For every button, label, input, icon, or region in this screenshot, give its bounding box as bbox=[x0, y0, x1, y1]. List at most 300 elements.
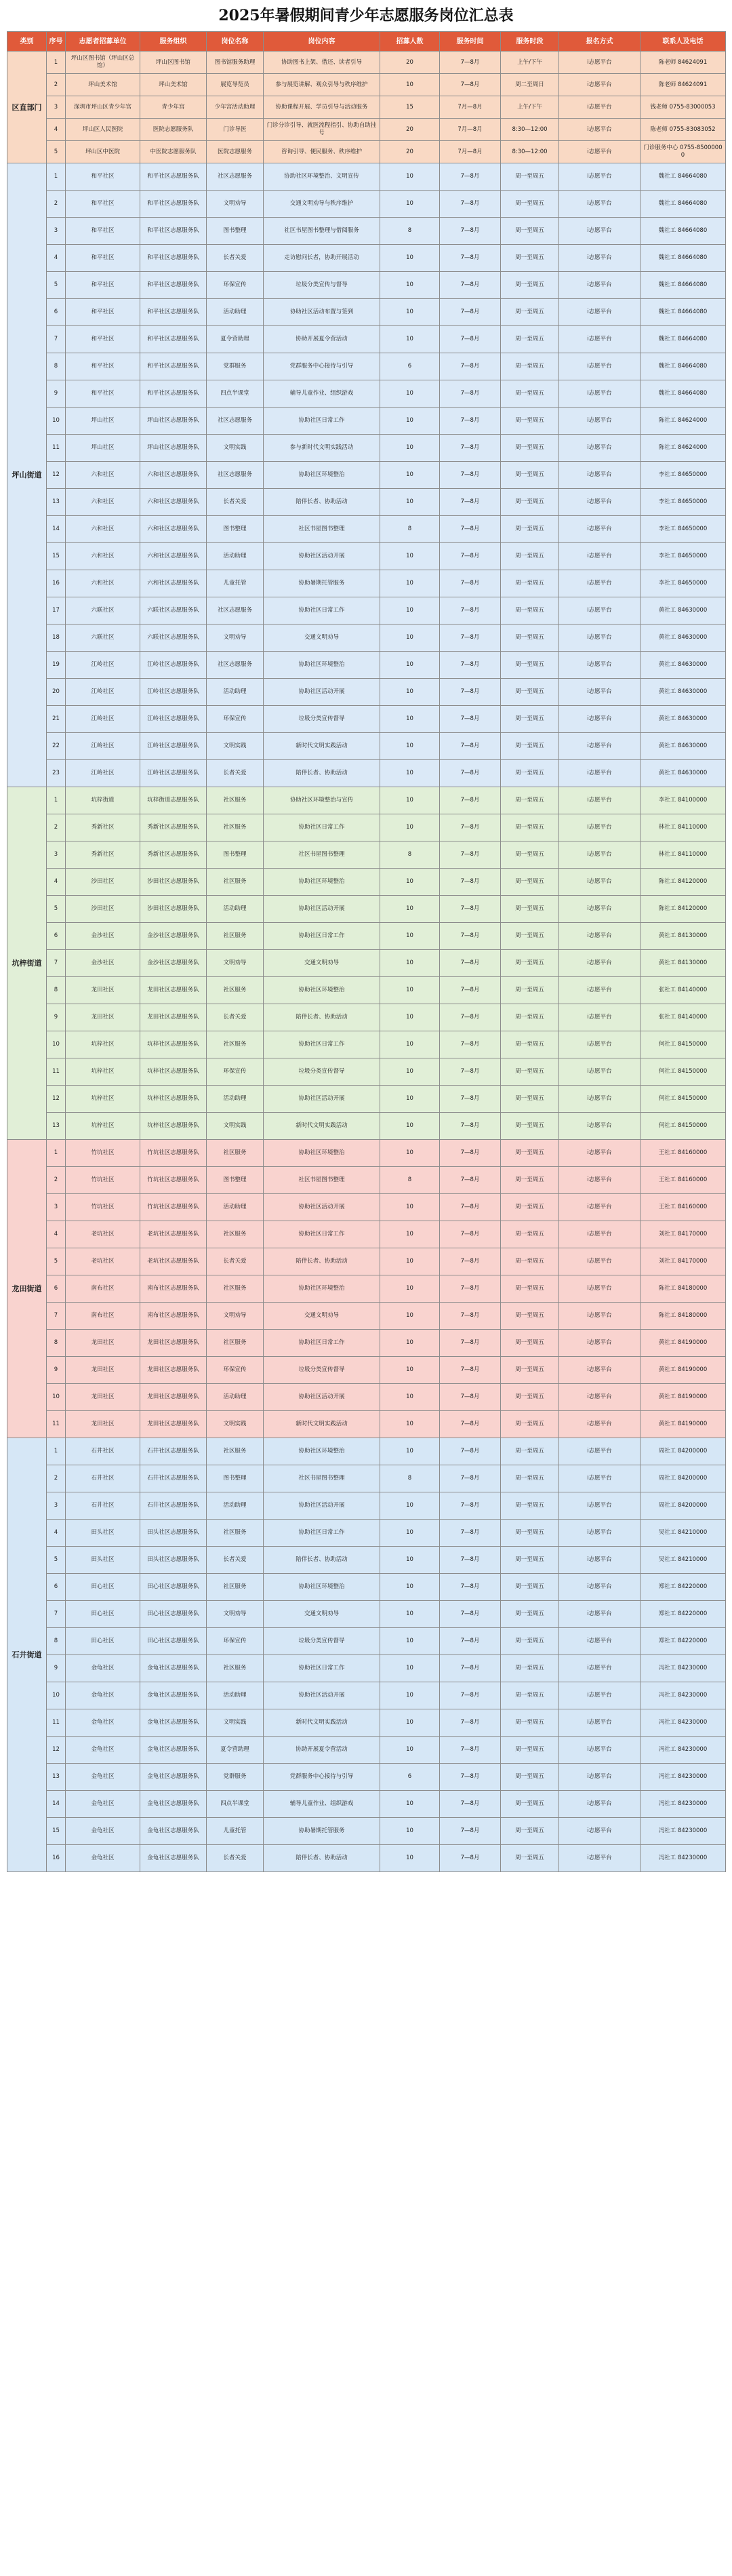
table-cell: 老坑社区志愿服务队 bbox=[140, 1248, 207, 1275]
table-cell: 协助社区环境整治 bbox=[264, 1574, 380, 1601]
table-cell: 周一至周五 bbox=[501, 625, 559, 652]
table-cell: 李社工 84650000 bbox=[640, 489, 726, 516]
table-row bbox=[7, 787, 726, 814]
table-cell: 10 bbox=[380, 1357, 440, 1384]
table-cell: 10 bbox=[380, 326, 440, 353]
table-cell: 周一至周五 bbox=[501, 408, 559, 435]
table-cell: 10 bbox=[47, 1682, 66, 1709]
table-cell: 社区服务 bbox=[207, 787, 264, 814]
table-cell: i志愿平台 bbox=[559, 896, 640, 923]
table-cell: i志愿平台 bbox=[559, 1086, 640, 1113]
table-body bbox=[7, 52, 726, 1872]
header-cell: 岗位名称 bbox=[207, 32, 264, 52]
table-row bbox=[7, 245, 726, 272]
table-row bbox=[7, 706, 726, 733]
table-cell: 10 bbox=[380, 462, 440, 489]
table-cell: 7—8月 bbox=[440, 977, 501, 1004]
table-cell: 协助社区环境整治与宣传 bbox=[264, 787, 380, 814]
table-row bbox=[7, 570, 726, 597]
table-cell: 四点半课堂 bbox=[207, 1791, 264, 1818]
table-cell: 金龟社区 bbox=[66, 1818, 140, 1845]
table-cell: i志愿平台 bbox=[559, 1330, 640, 1357]
table-cell: 黄社工 84630000 bbox=[640, 733, 726, 760]
table-cell: 六和社区志愿服务队 bbox=[140, 543, 207, 570]
table-cell: 22 bbox=[47, 733, 66, 760]
table-cell: 社区服务 bbox=[207, 1221, 264, 1248]
table-cell: 门诊服务中心 0755-85000000 bbox=[640, 141, 726, 163]
table-cell: 12 bbox=[47, 462, 66, 489]
table-row bbox=[7, 435, 726, 462]
table-cell: 陈社工 84624000 bbox=[640, 435, 726, 462]
table-cell: i志愿平台 bbox=[559, 1140, 640, 1167]
table-cell: 10 bbox=[380, 1520, 440, 1547]
table-cell: 何社工 84150000 bbox=[640, 1113, 726, 1140]
table-cell: 20 bbox=[380, 52, 440, 74]
table-cell: 党群服务 bbox=[207, 1764, 264, 1791]
table-cell: 和平社区 bbox=[66, 326, 140, 353]
table-cell: 协助社区环境整治 bbox=[264, 462, 380, 489]
table-cell: 文明劝导 bbox=[207, 191, 264, 218]
table-cell: 周一至周五 bbox=[501, 1004, 559, 1031]
table-cell: 11 bbox=[47, 1058, 66, 1086]
table-cell: 6 bbox=[47, 299, 66, 326]
table-cell: 金龟社区 bbox=[66, 1709, 140, 1737]
table-cell: 周一至周五 bbox=[501, 1411, 559, 1438]
header-row bbox=[7, 32, 726, 52]
table-cell: 金龟社区志愿服务队 bbox=[140, 1655, 207, 1682]
table-cell: 周一至周五 bbox=[501, 760, 559, 787]
table-cell: 7—8月 bbox=[440, 841, 501, 869]
table-cell: 7—8月 bbox=[440, 1303, 501, 1330]
table-cell: 活动助理 bbox=[207, 299, 264, 326]
table-cell: 20 bbox=[380, 119, 440, 141]
table-cell: i志愿平台 bbox=[559, 1520, 640, 1547]
table-cell: 夏令营助理 bbox=[207, 326, 264, 353]
table-cell: i志愿平台 bbox=[559, 1737, 640, 1764]
table-cell: 魏社工 84664080 bbox=[640, 245, 726, 272]
table-cell: 金龟社区 bbox=[66, 1655, 140, 1682]
table-cell: 中医院志愿服务队 bbox=[140, 141, 207, 163]
table-cell: 4 bbox=[47, 869, 66, 896]
table-cell: 2 bbox=[47, 74, 66, 96]
table-cell: 10 bbox=[380, 1113, 440, 1140]
table-cell: 江岭社区志愿服务队 bbox=[140, 652, 207, 679]
table-cell: 江岭社区志愿服务队 bbox=[140, 733, 207, 760]
table-cell: 参与展览讲解、观众引导与秩序维护 bbox=[264, 74, 380, 96]
table-cell: i志愿平台 bbox=[559, 191, 640, 218]
table-cell: 7—8月 bbox=[440, 1411, 501, 1438]
table-cell: 周一至周五 bbox=[501, 1737, 559, 1764]
table-cell: 周一至周五 bbox=[501, 923, 559, 950]
table-cell: 陪伴长者、协助活动 bbox=[264, 489, 380, 516]
table-cell: 江岭社区 bbox=[66, 706, 140, 733]
table-cell: 魏社工 84664080 bbox=[640, 299, 726, 326]
table-cell: 门诊分诊引导、就医流程指引、协助自助挂号 bbox=[264, 119, 380, 141]
table-cell: 7—8月 bbox=[440, 1275, 501, 1303]
table-cell: 周一至周五 bbox=[501, 1465, 559, 1492]
table-cell: 周一至周五 bbox=[501, 1275, 559, 1303]
table-cell: 20 bbox=[47, 679, 66, 706]
table-cell: 7—8月 bbox=[440, 1357, 501, 1384]
table-cell: 10 bbox=[380, 435, 440, 462]
table-cell: 陈社工 84180000 bbox=[640, 1275, 726, 1303]
table-cell: 7—8月 bbox=[440, 1682, 501, 1709]
table-cell: 1 bbox=[47, 787, 66, 814]
table-cell: i志愿平台 bbox=[559, 1411, 640, 1438]
table-cell: 金龟社区志愿服务队 bbox=[140, 1845, 207, 1872]
table-cell: 2 bbox=[47, 814, 66, 841]
table-cell: i志愿平台 bbox=[559, 1167, 640, 1194]
table-cell: 黄社工 84630000 bbox=[640, 679, 726, 706]
table-row bbox=[7, 1547, 726, 1574]
table-cell: 黄社工 84630000 bbox=[640, 706, 726, 733]
table-cell: 协助开展夏令营活动 bbox=[264, 1737, 380, 1764]
table-cell: 10 bbox=[380, 191, 440, 218]
table-cell: 龙田社区 bbox=[66, 1357, 140, 1384]
table-row bbox=[7, 353, 726, 380]
table-cell: 黄社工 84190000 bbox=[640, 1330, 726, 1357]
table-row bbox=[7, 950, 726, 977]
table-cell: 社区志愿服务 bbox=[207, 597, 264, 625]
table-cell: i志愿平台 bbox=[559, 1845, 640, 1872]
table-cell: 冯社工 84230000 bbox=[640, 1764, 726, 1791]
table-cell: i志愿平台 bbox=[559, 841, 640, 869]
table-cell: 门诊导医 bbox=[207, 119, 264, 141]
table-cell: 周一至周五 bbox=[501, 516, 559, 543]
table-cell: 江岭社区 bbox=[66, 733, 140, 760]
table-cell: 10 bbox=[380, 408, 440, 435]
table-row bbox=[7, 1682, 726, 1709]
table-cell: 陈社工 84180000 bbox=[640, 1303, 726, 1330]
table-cell: 周一至周五 bbox=[501, 543, 559, 570]
table-row bbox=[7, 543, 726, 570]
table-cell: 7—8月 bbox=[440, 625, 501, 652]
table-cell: 金龟社区 bbox=[66, 1845, 140, 1872]
table-cell: 南布社区 bbox=[66, 1303, 140, 1330]
table-cell: 竹坑社区 bbox=[66, 1167, 140, 1194]
table-cell: 周一至周五 bbox=[501, 272, 559, 299]
table-cell: 7—8月 bbox=[440, 814, 501, 841]
table-cell: 7—8月 bbox=[440, 1737, 501, 1764]
table-cell: 11 bbox=[47, 1709, 66, 1737]
table-cell: 辅导儿童作业、组织游戏 bbox=[264, 380, 380, 408]
table-cell: 10 bbox=[380, 597, 440, 625]
table-cell: 坪山美术馆 bbox=[66, 74, 140, 96]
table-cell: 周一至周五 bbox=[501, 706, 559, 733]
table-cell: 文明实践 bbox=[207, 1411, 264, 1438]
table-cell: 10 bbox=[380, 814, 440, 841]
table-cell: 江岭社区志愿服务队 bbox=[140, 706, 207, 733]
table-cell: 7—8月 bbox=[440, 191, 501, 218]
table-cell: 四点半课堂 bbox=[207, 380, 264, 408]
table-cell: 上午/下午 bbox=[501, 96, 559, 119]
table-cell: 李社工 84650000 bbox=[640, 543, 726, 570]
table-cell: i志愿平台 bbox=[559, 1818, 640, 1845]
table-cell: 金龟社区志愿服务队 bbox=[140, 1709, 207, 1737]
table-cell: 周一至周五 bbox=[501, 1791, 559, 1818]
table-cell: i志愿平台 bbox=[559, 787, 640, 814]
table-cell: 7—8月 bbox=[440, 1709, 501, 1737]
table-cell: 黄社工 84630000 bbox=[640, 597, 726, 625]
table-cell: i志愿平台 bbox=[559, 218, 640, 245]
table-cell: 8 bbox=[47, 1628, 66, 1655]
table-cell: i志愿平台 bbox=[559, 1764, 640, 1791]
table-cell: 15 bbox=[47, 1818, 66, 1845]
table-cell: 坑梓街道志愿服务队 bbox=[140, 787, 207, 814]
table-cell: 和平社区志愿服务队 bbox=[140, 299, 207, 326]
table-cell: 8 bbox=[380, 218, 440, 245]
table-cell: 吴社工 84210000 bbox=[640, 1520, 726, 1547]
table-cell: 8 bbox=[380, 841, 440, 869]
table-cell: 周一至周五 bbox=[501, 1330, 559, 1357]
table-cell: 金沙社区志愿服务队 bbox=[140, 950, 207, 977]
table-cell: 黄社工 84130000 bbox=[640, 923, 726, 950]
table-cell: 周一至周五 bbox=[501, 1818, 559, 1845]
table-cell: 周一至周五 bbox=[501, 489, 559, 516]
table-cell: i志愿平台 bbox=[559, 1438, 640, 1465]
table-cell: 7—8月 bbox=[440, 1248, 501, 1275]
table-cell: 周一至周五 bbox=[501, 1221, 559, 1248]
table-cell: 10 bbox=[380, 1031, 440, 1058]
table-cell: 郑社工 84220000 bbox=[640, 1601, 726, 1628]
table-cell: 周一至周五 bbox=[501, 1058, 559, 1086]
table-cell: 9 bbox=[47, 380, 66, 408]
table-cell: 4 bbox=[47, 245, 66, 272]
table-cell: 10 bbox=[380, 1411, 440, 1438]
table-cell: 坪山美术馆 bbox=[140, 74, 207, 96]
table-row bbox=[7, 814, 726, 841]
header-cell: 序号 bbox=[47, 32, 66, 52]
table-cell: 7—8月 bbox=[440, 1113, 501, 1140]
table-cell: 龙田社区 bbox=[66, 977, 140, 1004]
table-cell: 10 bbox=[380, 299, 440, 326]
table-cell: 金龟社区 bbox=[66, 1764, 140, 1791]
table-cell: 文明劝导 bbox=[207, 625, 264, 652]
table-cell: 活动助理 bbox=[207, 1086, 264, 1113]
table-cell: 六和社区 bbox=[66, 516, 140, 543]
table-cell: 江岭社区 bbox=[66, 652, 140, 679]
table-cell: 周一至周五 bbox=[501, 1709, 559, 1737]
table-cell: 协助社区环境整治 bbox=[264, 1140, 380, 1167]
table-cell: i志愿平台 bbox=[559, 1574, 640, 1601]
table-cell: 10 bbox=[380, 272, 440, 299]
table-cell: 文明实践 bbox=[207, 733, 264, 760]
table-cell: 5 bbox=[47, 896, 66, 923]
table-cell: 魏社工 84664080 bbox=[640, 353, 726, 380]
table-cell: i志愿平台 bbox=[559, 597, 640, 625]
table-cell: 沙田社区志愿服务队 bbox=[140, 869, 207, 896]
table-cell: 协助社区活动开展 bbox=[264, 1384, 380, 1411]
table-cell: 10 bbox=[380, 1601, 440, 1628]
table-cell: 李社工 84650000 bbox=[640, 462, 726, 489]
table-cell: 10 bbox=[47, 408, 66, 435]
table-cell: 图书整理 bbox=[207, 1465, 264, 1492]
table-cell: 医院志愿服务 bbox=[207, 141, 264, 163]
table-cell: i志愿平台 bbox=[559, 119, 640, 141]
table-cell: i志愿平台 bbox=[559, 814, 640, 841]
table-cell: i志愿平台 bbox=[559, 1628, 640, 1655]
table-row bbox=[7, 1086, 726, 1113]
table-cell: 田心社区志愿服务队 bbox=[140, 1601, 207, 1628]
table-cell: 协助社区日常工作 bbox=[264, 1655, 380, 1682]
table-cell: 金龟社区志愿服务队 bbox=[140, 1682, 207, 1709]
table-cell: 11 bbox=[47, 435, 66, 462]
table-cell: 17 bbox=[47, 597, 66, 625]
table-cell: 陈社工 84120000 bbox=[640, 869, 726, 896]
table-cell: 7—8月 bbox=[440, 1031, 501, 1058]
table-cell: 周一至周五 bbox=[501, 1167, 559, 1194]
table-cell: 7—8月 bbox=[440, 52, 501, 74]
table-cell: 文明实践 bbox=[207, 435, 264, 462]
table-cell: 龙田社区 bbox=[66, 1384, 140, 1411]
table-cell: 8:30—12:00 bbox=[501, 119, 559, 141]
table-cell: 周一至周五 bbox=[501, 1655, 559, 1682]
table-cell: 10 bbox=[380, 1818, 440, 1845]
table-cell: 新时代文明实践活动 bbox=[264, 1411, 380, 1438]
table-cell: 周一至周五 bbox=[501, 380, 559, 408]
table-cell: 龙田社区志愿服务队 bbox=[140, 1330, 207, 1357]
table-cell: 10 bbox=[380, 1791, 440, 1818]
table-cell: 坑梓社区志愿服务队 bbox=[140, 1113, 207, 1140]
table-cell: 10 bbox=[380, 570, 440, 597]
table-cell: 15 bbox=[380, 96, 440, 119]
table-cell: 8 bbox=[380, 516, 440, 543]
table-cell: 7—8月 bbox=[440, 1628, 501, 1655]
table-cell: 坑梓社区志愿服务队 bbox=[140, 1031, 207, 1058]
table-cell: 石井社区志愿服务队 bbox=[140, 1492, 207, 1520]
table-cell: 党群服务中心接待与引导 bbox=[264, 1764, 380, 1791]
volunteer-positions-table bbox=[7, 31, 726, 1872]
table-cell: i志愿平台 bbox=[559, 1194, 640, 1221]
table-cell: 10 bbox=[380, 896, 440, 923]
table-cell: i志愿平台 bbox=[559, 1275, 640, 1303]
table-cell: 7—8月 bbox=[440, 326, 501, 353]
table-cell: 走访慰问长者，协助开展活动 bbox=[264, 245, 380, 272]
table-cell: 7月—8月 bbox=[440, 96, 501, 119]
table-cell: 和平社区志愿服务队 bbox=[140, 272, 207, 299]
table-row bbox=[7, 299, 726, 326]
table-cell: 12 bbox=[47, 1737, 66, 1764]
table-cell: 10 bbox=[380, 1737, 440, 1764]
table-cell: 10 bbox=[380, 1384, 440, 1411]
table-cell: 钱老师 0755-83000053 bbox=[640, 96, 726, 119]
table-row bbox=[7, 1574, 726, 1601]
table-cell: 竹坑社区志愿服务队 bbox=[140, 1140, 207, 1167]
table-cell: 黄社工 84130000 bbox=[640, 950, 726, 977]
header-cell: 招募人数 bbox=[380, 32, 440, 52]
table-cell: i志愿平台 bbox=[559, 1601, 640, 1628]
table-cell: i志愿平台 bbox=[559, 462, 640, 489]
table-cell: i志愿平台 bbox=[559, 977, 640, 1004]
table-cell: 7—8月 bbox=[440, 1167, 501, 1194]
table-cell: 魏社工 84664080 bbox=[640, 218, 726, 245]
table-cell: 交通文明劝导 bbox=[264, 950, 380, 977]
table-cell: 10 bbox=[47, 1384, 66, 1411]
table-cell: 10 bbox=[380, 1140, 440, 1167]
table-cell: 少年宫活动助理 bbox=[207, 96, 264, 119]
table-cell: 冯社工 84230000 bbox=[640, 1791, 726, 1818]
table-cell: 7—8月 bbox=[440, 380, 501, 408]
table-cell: 13 bbox=[47, 1764, 66, 1791]
table-cell: 陈社工 84120000 bbox=[640, 896, 726, 923]
table-cell: 老坑社区 bbox=[66, 1248, 140, 1275]
table-cell: 六和社区 bbox=[66, 489, 140, 516]
table-cell: 和平社区 bbox=[66, 299, 140, 326]
table-cell: 陪伴长者、协助活动 bbox=[264, 1547, 380, 1574]
table-row bbox=[7, 1248, 726, 1275]
table-cell: 周一至周五 bbox=[501, 1357, 559, 1384]
table-cell: 周一至周五 bbox=[501, 814, 559, 841]
table-cell: 周一至周五 bbox=[501, 462, 559, 489]
table-cell: 12 bbox=[47, 1086, 66, 1113]
table-cell: 11 bbox=[47, 1411, 66, 1438]
table-cell: 20 bbox=[380, 141, 440, 163]
table-row bbox=[7, 1221, 726, 1248]
table-cell: 沙田社区 bbox=[66, 896, 140, 923]
table-cell: 周一至周五 bbox=[501, 977, 559, 1004]
table-cell: 青少年宫 bbox=[140, 96, 207, 119]
table-cell: 竹坑社区 bbox=[66, 1194, 140, 1221]
table-cell: 7—8月 bbox=[440, 1818, 501, 1845]
table-cell: 7 bbox=[47, 326, 66, 353]
table-cell: 和平社区志愿服务队 bbox=[140, 245, 207, 272]
table-cell: i志愿平台 bbox=[559, 625, 640, 652]
table-cell: 周一至周五 bbox=[501, 1031, 559, 1058]
table-cell: 和平社区志愿服务队 bbox=[140, 191, 207, 218]
table-cell: 和平社区 bbox=[66, 191, 140, 218]
table-cell: i志愿平台 bbox=[559, 299, 640, 326]
table-cell: 交通文明劝导 bbox=[264, 1601, 380, 1628]
table-cell: 5 bbox=[47, 1248, 66, 1275]
table-cell: 协助社区活动开展 bbox=[264, 1194, 380, 1221]
table-cell: 坪山区人民医院 bbox=[66, 119, 140, 141]
table-cell: 周一至周五 bbox=[501, 679, 559, 706]
table-cell: 协助社区环境整治 bbox=[264, 1438, 380, 1465]
table-cell: 社区服务 bbox=[207, 923, 264, 950]
table-cell: 金沙社区 bbox=[66, 950, 140, 977]
table-cell: 7—8月 bbox=[440, 1791, 501, 1818]
table-cell: i志愿平台 bbox=[559, 1221, 640, 1248]
table-cell: 周社工 84200000 bbox=[640, 1465, 726, 1492]
table-cell: 六和社区志愿服务队 bbox=[140, 462, 207, 489]
table-cell: 7—8月 bbox=[440, 869, 501, 896]
table-cell: 协助社区环境整治 bbox=[264, 977, 380, 1004]
table-cell: i志愿平台 bbox=[559, 1058, 640, 1086]
table-cell: 坪山区中医院 bbox=[66, 141, 140, 163]
table-cell: 5 bbox=[47, 141, 66, 163]
table-cell: 7—8月 bbox=[440, 218, 501, 245]
table-cell: 周一至周五 bbox=[501, 1574, 559, 1601]
table-row bbox=[7, 489, 726, 516]
table-row bbox=[7, 96, 726, 119]
table-cell: 7—8月 bbox=[440, 489, 501, 516]
table-cell: 江岭社区 bbox=[66, 760, 140, 787]
table-cell: 周一至周五 bbox=[501, 1384, 559, 1411]
table-cell: 魏社工 84664080 bbox=[640, 191, 726, 218]
table-cell: 协助社区活动开展 bbox=[264, 1086, 380, 1113]
table-cell: 龙田社区志愿服务队 bbox=[140, 1411, 207, 1438]
header-cell: 服务时间 bbox=[440, 32, 501, 52]
table-cell: 7—8月 bbox=[440, 353, 501, 380]
table-cell: 金龟社区 bbox=[66, 1682, 140, 1709]
table-cell: 南布社区 bbox=[66, 1275, 140, 1303]
table-cell: 周一至周五 bbox=[501, 1438, 559, 1465]
table-cell: 党群服务中心接待与引导 bbox=[264, 353, 380, 380]
table-cell: 金龟社区志愿服务队 bbox=[140, 1791, 207, 1818]
table-cell: 周一至周五 bbox=[501, 1682, 559, 1709]
table-cell: 10 bbox=[380, 733, 440, 760]
header-cell: 服务时段 bbox=[501, 32, 559, 52]
